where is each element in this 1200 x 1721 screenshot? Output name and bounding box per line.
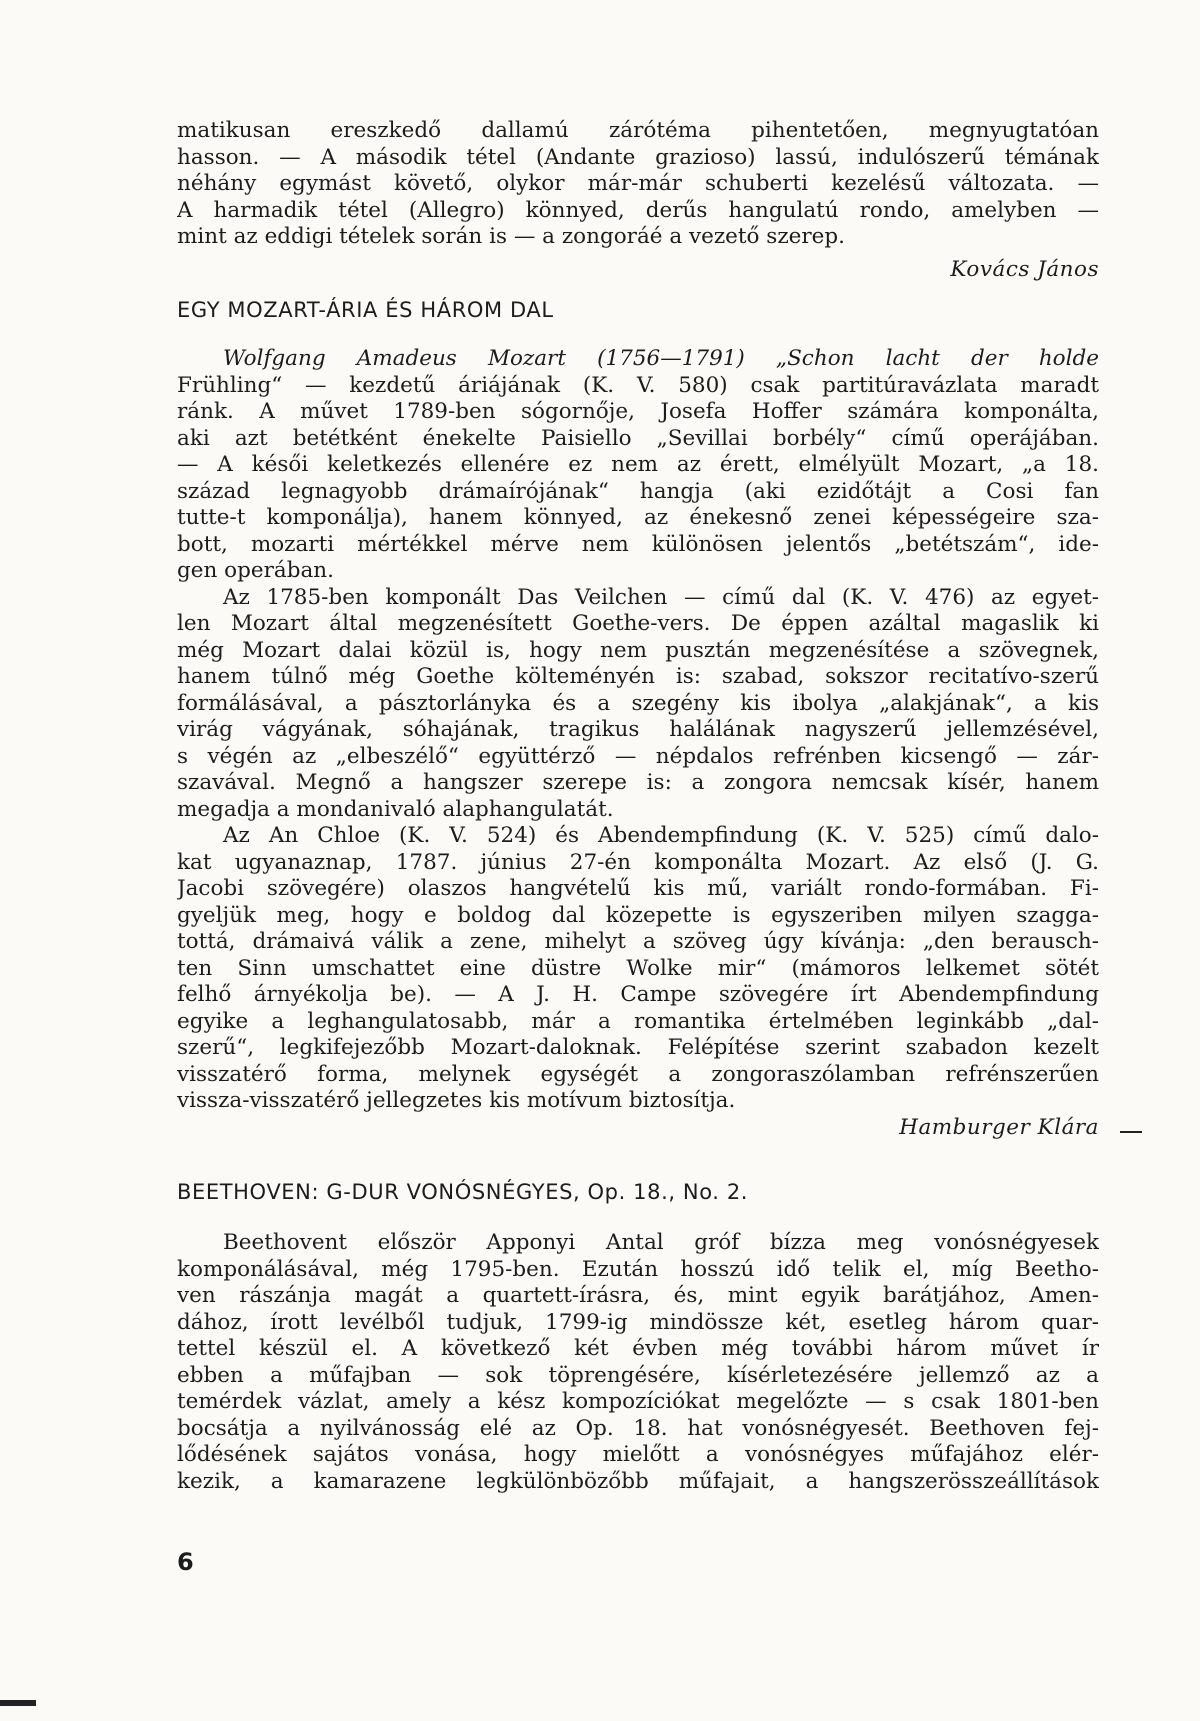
- text-line: tettel készül el. A következő két évben még további három művet ír: [177, 1336, 1099, 1361]
- text-line: Wolfgang Amadeus Mozart (1756—1791) „Schon lacht der holde: [223, 346, 1099, 371]
- scan-margin-dash: [1120, 1131, 1142, 1133]
- text-line: temérdek vázlat, amely a kész kompozíciókat megelőzte — s csak 1801-ben: [177, 1389, 1099, 1414]
- text-line: kat ugyanaznap, 1787. június 27-én komponálta Mozart. Az első (J. G.: [177, 849, 1099, 875]
- text-line: Beethovent először Apponyi Antal gróf bízza meg vonósnégyesek: [223, 1230, 1099, 1255]
- text-line: mint az eddigi tételek során is — a zongoráé a vezető szerep.: [177, 224, 845, 249]
- text-line: ránk. A művet 1789-ben sógornője, Josefa Hoffer számára komponálta,: [177, 399, 1099, 424]
- text-line: még Mozart dalai közül is, hogy nem pusztán megzenésítése a szövegnek,: [177, 637, 1099, 663]
- text-line: Az 1785-ben komponált Das Veilchen — című dal (K. V. 476) az egyet-: [223, 584, 1099, 610]
- text-line: megadja a mondanivaló alaphangulatát.: [177, 796, 614, 822]
- text-line: vissza-visszatérő jellegzetes kis motívum biztosítja.: [177, 1088, 736, 1113]
- text-line: virág vágyának, sóhajának, tragikus halálának nagyszerű jellemzésével,: [177, 717, 1099, 742]
- text-line: néhány egymást követő, olykor már-már schuberti kezelésű változata. —: [177, 171, 1099, 196]
- text-line: komponálásával, még 1795-ben. Ezután hosszú idő telik el, míg Beetho-: [177, 1256, 1099, 1282]
- text-line: bott, mozarti mértékkel mérve nem különösen jelentős „betétszám“, ide-: [177, 531, 1099, 557]
- text-line: század legnagyobb drámaírójának“ hangja (aki ezidőtájt a Cosi fan: [177, 478, 1099, 504]
- text-line: formálásával, a pásztorlányka és a szegény kis ibolya „alakjának“, a kis: [177, 690, 1099, 716]
- text-line: hasson. — A második tétel (Andante grazioso) lassú, indulószerű témának: [177, 144, 1099, 170]
- text-line: gyeljük meg, hogy e boldog dal közepette is egyszeriben milyen szagga-: [177, 902, 1099, 928]
- text-line: Frühling“ — kezdetű áriájának (K. V. 580) csak partitúravázlata maradt: [177, 372, 1099, 398]
- author-signature: Kovács János: [950, 256, 1099, 282]
- document-page: [177, 118, 1099, 1495]
- text-line: lődésének sajátos vonása, hogy mielőtt a vonósnégyes műfajához elér-: [177, 1442, 1099, 1467]
- text-line: ten Sinn umschattet eine düstre Wolke mir“ (mámoros lelkemet sötét: [177, 955, 1099, 981]
- text-line: szerű“, legkifejezőbb Mozart-daloknak. Felépítése szerint szabadon kezelt: [177, 1035, 1099, 1060]
- text-line: s végén az „elbeszélő“ együttérző — népdalos refrénben kicsengő — zár-: [177, 743, 1099, 769]
- text-line: gen operában.: [177, 558, 334, 583]
- text-line: tutte-t komponálja), hanem könnyed, az énekesnő zenei képességeire sza-: [177, 505, 1099, 530]
- text-line: tottá, drámaivá válik a zene, mihelyt a szöveg úgy kívánja: „den berausch-: [177, 929, 1099, 954]
- text-line: bocsátja a nyilvánosság elé az Op. 18. hat vonósnégyesét. Beethoven fej-: [177, 1415, 1099, 1441]
- section-closing-paragraph: [177, 118, 1099, 283]
- text-line: len Mozart által megzenésített Goethe-vers. De éppen azáltal magaslik ki: [177, 611, 1099, 636]
- author-signature: Hamburger Klára: [899, 1114, 1099, 1140]
- text-line: hanem túlnő még Goethe költeményén is: szabad, sokszor recitatívo-szerű: [177, 664, 1099, 689]
- text-line: A harmadik tétel (Allegro) könnyed, derűs hangulatú rondo, amelyben —: [177, 197, 1099, 223]
- text-line: kezik, a kamarazene legkülönbözőbb műfajait, a hangszerösszeállítások: [177, 1468, 1099, 1494]
- text-line: aki azt betétként énekelte Paisiello „Sevillai borbély“ című operájában.: [177, 425, 1099, 451]
- text-line: — A késői keletkezés ellenére ez nem az érett, elmélyült Mozart, „a 18.: [177, 452, 1099, 477]
- text-line: Az An Chloe (K. V. 524) és Abendempfindung (K. V. 525) című dalo-: [223, 823, 1099, 848]
- text-line: visszatérő forma, melynek egységét a zongoraszólamban refrénszerűen: [177, 1061, 1099, 1087]
- section-heading: EGY MOZART-ÁRIA ÉS HÁROM DAL: [177, 298, 554, 322]
- section-heading: BEETHOVEN: G-DUR VONÓSNÉGYES, Op. 18., No. 2.: [177, 1180, 749, 1204]
- text-line: egyike a leghangulatosabb, már a romantika értelmében leginkább „dal-: [177, 1008, 1099, 1034]
- section-mozart: [177, 297, 1099, 1141]
- text-line: matikusan ereszkedő dallamú zárótéma pihentetően, megnyugtatóan: [177, 118, 1099, 143]
- text-line: szavával. Megnő a hangszer szerepe is: a zongora nemcsak kísér, hanem: [177, 770, 1099, 795]
- text-line: felhő árnyékolja be). — A J. H. Campe szövegére írt Abendempfindung: [177, 982, 1099, 1007]
- text-line: Jacobi szövegére) olaszos hangvételű kis mű, variált rondo-formában. Fi-: [177, 876, 1099, 901]
- text-line: ebben a műfajban — sok töprengésére, kísérletezésére jellemző az a: [177, 1362, 1099, 1388]
- page-number: 6: [177, 1548, 194, 1576]
- text-line: ven rászánja magát a quartett-írásra, és, mint egyik barátjához, Amen-: [177, 1283, 1099, 1308]
- section-beethoven: [177, 1179, 1099, 1495]
- scan-edge-mark: [0, 1700, 36, 1706]
- text-line: dához, írott levélből tudjuk, 1799-ig mindössze két, esetleg három quar-: [177, 1309, 1099, 1335]
